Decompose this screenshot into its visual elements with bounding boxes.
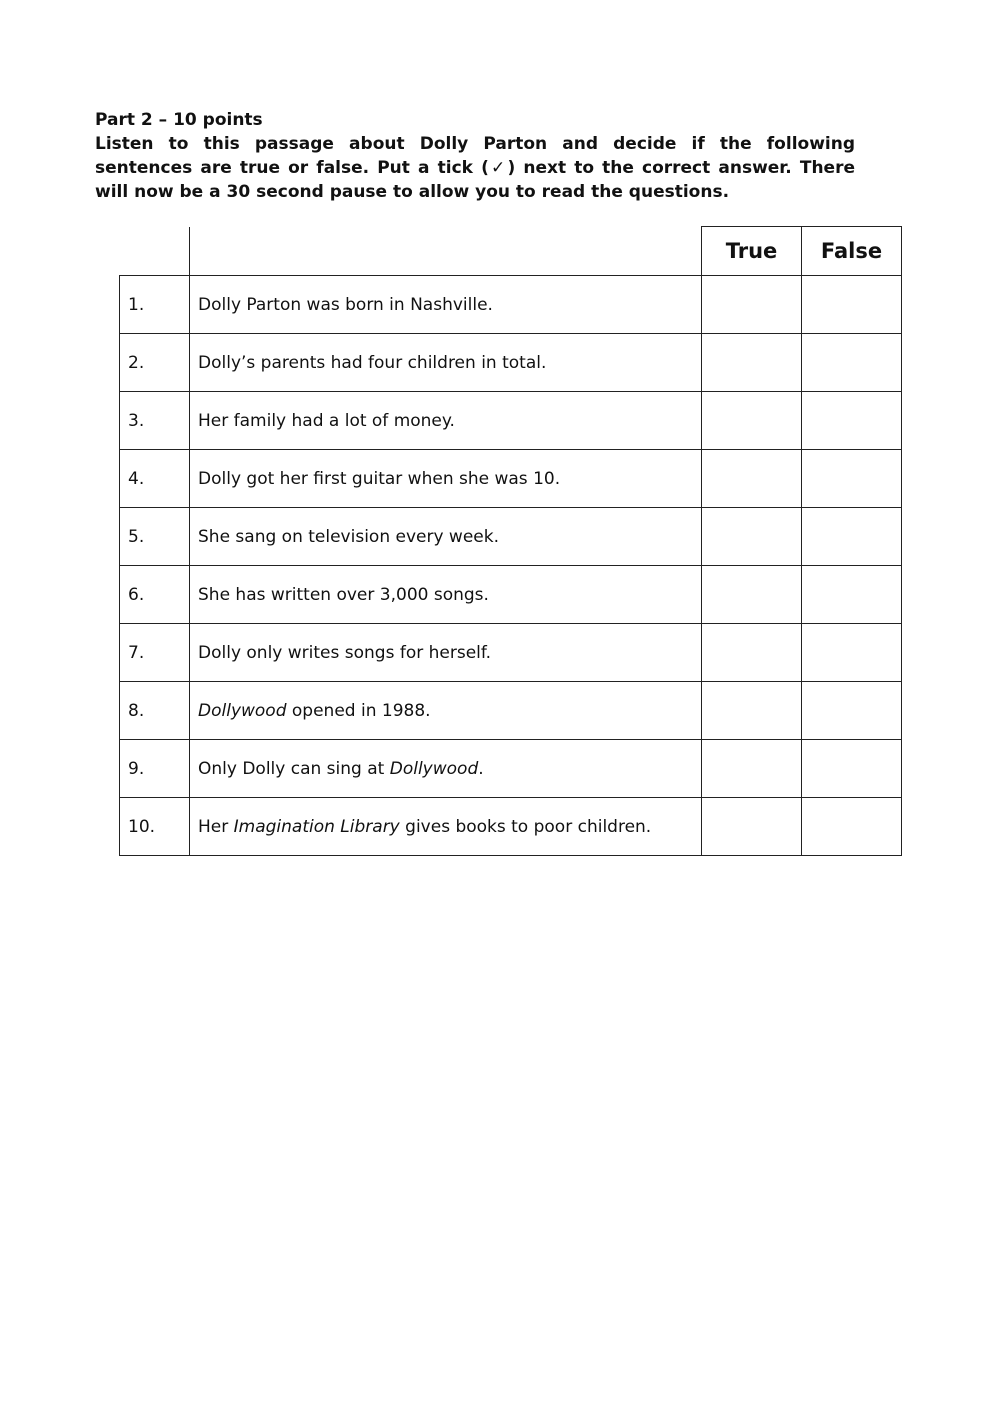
true-answer-cell[interactable] [702, 508, 802, 566]
false-answer-cell[interactable] [802, 682, 902, 740]
question-number: 9. [120, 740, 190, 798]
table-row [120, 508, 902, 566]
table-row [120, 450, 902, 508]
table-row [120, 334, 902, 392]
table-row [120, 392, 902, 450]
table-row [120, 798, 902, 856]
statement-text: Dolly Parton was born in Nashville. [198, 294, 493, 315]
statement-text: opened in 1988. [286, 700, 431, 721]
true-column-header: True [702, 227, 802, 276]
statement-italic-text: Dollywood [389, 758, 479, 779]
table-row [120, 682, 902, 740]
statement-text: Her family had a lot of money. [198, 410, 455, 431]
statement-italic-text: Imagination Library [233, 816, 400, 837]
true-answer-cell[interactable] [702, 276, 802, 334]
statement-text: Only Dolly can sing at [198, 758, 390, 779]
part-title: Part 2 – 10 points [95, 110, 263, 130]
true-answer-cell[interactable] [702, 740, 802, 798]
question-number: 10. [120, 798, 190, 856]
true-answer-cell[interactable] [702, 624, 802, 682]
question-number: 7. [120, 624, 190, 682]
false-column-header: False [802, 227, 902, 276]
question-number: 1. [120, 276, 190, 334]
true-answer-cell[interactable] [702, 682, 802, 740]
question-statement [190, 508, 702, 566]
question-number: 5. [120, 508, 190, 566]
false-answer-cell[interactable] [802, 450, 902, 508]
question-number: 2. [120, 334, 190, 392]
statement-text: Dolly got her first guitar when she was 10. [198, 468, 561, 489]
true-answer-cell[interactable] [702, 392, 802, 450]
true-false-table [119, 226, 902, 856]
question-statement [190, 798, 702, 856]
false-answer-cell[interactable] [802, 276, 902, 334]
statement-text: She sang on television every week. [198, 526, 500, 547]
question-statement [190, 624, 702, 682]
true-answer-cell[interactable] [702, 798, 802, 856]
false-answer-cell[interactable] [802, 392, 902, 450]
statement-text: Dolly only writes songs for herself. [198, 642, 492, 663]
question-statement [190, 566, 702, 624]
false-answer-cell[interactable] [802, 798, 902, 856]
question-number: 8. [120, 682, 190, 740]
true-answer-cell[interactable] [702, 450, 802, 508]
false-answer-cell[interactable] [802, 740, 902, 798]
false-answer-cell[interactable] [802, 624, 902, 682]
false-answer-cell[interactable] [802, 508, 902, 566]
true-answer-cell[interactable] [702, 566, 802, 624]
question-statement [190, 334, 702, 392]
false-answer-cell[interactable] [802, 334, 902, 392]
table-header-row [120, 227, 902, 276]
question-statement [190, 682, 702, 740]
question-number: 6. [120, 566, 190, 624]
question-statement [190, 450, 702, 508]
question-number: 3. [120, 392, 190, 450]
statement-text: Her [198, 816, 234, 837]
false-answer-cell[interactable] [802, 566, 902, 624]
header-blank-cell [190, 227, 702, 276]
statement-text: gives books to poor children. [399, 816, 652, 837]
worksheet-heading [95, 108, 855, 204]
question-statement [190, 392, 702, 450]
statement-text: Dolly’s parents had four children in total. [198, 352, 547, 373]
statement-text: She has written over 3,000 songs. [198, 584, 489, 605]
instructions-text: Listen to this passage about Dolly Parton and decide if the following sentences are true or false. Put a tick (✓) next to the correct answer. There will now be a 30 second pause to allow you to read the questions. [95, 134, 855, 202]
table-row [120, 276, 902, 334]
true-answer-cell[interactable] [702, 334, 802, 392]
question-number: 4. [120, 450, 190, 508]
question-statement [190, 276, 702, 334]
table-row [120, 566, 902, 624]
header-blank-cell [120, 227, 190, 276]
table-row [120, 740, 902, 798]
statement-text: . [478, 758, 484, 779]
statement-italic-text: Dollywood [198, 700, 287, 721]
question-statement [190, 740, 702, 798]
table-row [120, 624, 902, 682]
